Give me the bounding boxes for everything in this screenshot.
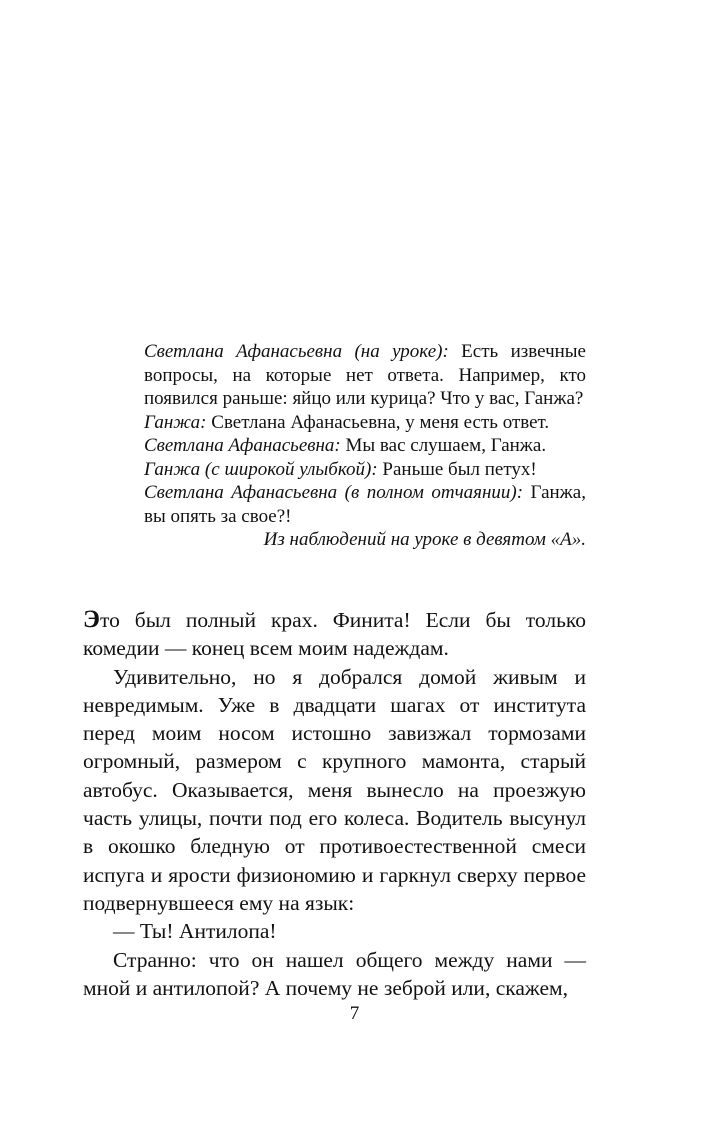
main-text: [83, 606, 586, 1002]
epigraph-line: [144, 434, 586, 458]
paragraph: [83, 606, 586, 663]
paragraph: Странно: что он нашел общего между нами — мной и антилопой? А почему не зеброй или, скажем,: [83, 947, 586, 1000]
epigraph-line: [144, 340, 586, 411]
epigraph-line: [144, 481, 586, 528]
replica: Светлана Афанасьевна, у меня есть ответ.: [206, 411, 550, 433]
replica: Мы вас слушаем, Ганжа.: [340, 435, 547, 456]
speaker: Светлана Афанасьевна (на уроке):: [144, 341, 449, 362]
epigraph-line: [144, 458, 586, 482]
epigraph: [144, 340, 586, 552]
speaker: Ганжа:: [144, 411, 207, 433]
paragraph: Удивительно, но я добрался домой живым и невредимым. Уже в двадцати шагах от института перед моим носом истошно завизжал тормозами огромный, размером с крупного мамонта, старый автобус. Оказывается, меня вынесло на проезжую часть улицы, почти под его колеса. Водитель высунул в окошко бледную от противоестественной смеси испуга и ярости физиономию и гаркнул сверху первое подвернувшееся ему на язык:: [83, 664, 586, 915]
page-number: 7: [349, 1003, 360, 1024]
replica: Ганжа, вы опять за свое?!: [144, 482, 586, 527]
drop-cap: Э: [83, 606, 100, 633]
epigraph-source: Из наблюдений на уроке в девятом «А».: [263, 529, 586, 550]
paragraph-text: то был полный крах. Финита! Если бы только комедии — конец всем моим надеждам.: [83, 608, 586, 661]
speaker: Светлана Афанасьевна:: [144, 435, 341, 456]
replica: Раньше был петух!: [377, 458, 537, 480]
replica: Есть извечные вопросы, на которые нет ответа. Например, кто появился раньше: яйцо или курица? Что у вас, Ганжа?: [144, 341, 586, 409]
epigraph-line: [144, 411, 586, 435]
paragraph: — Ты! Антилопа!: [113, 919, 277, 944]
speaker: Светлана Афанасьевна (в полном отчаянии):: [144, 482, 524, 503]
speaker: Ганжа (с широкой улыбкой):: [144, 458, 378, 480]
